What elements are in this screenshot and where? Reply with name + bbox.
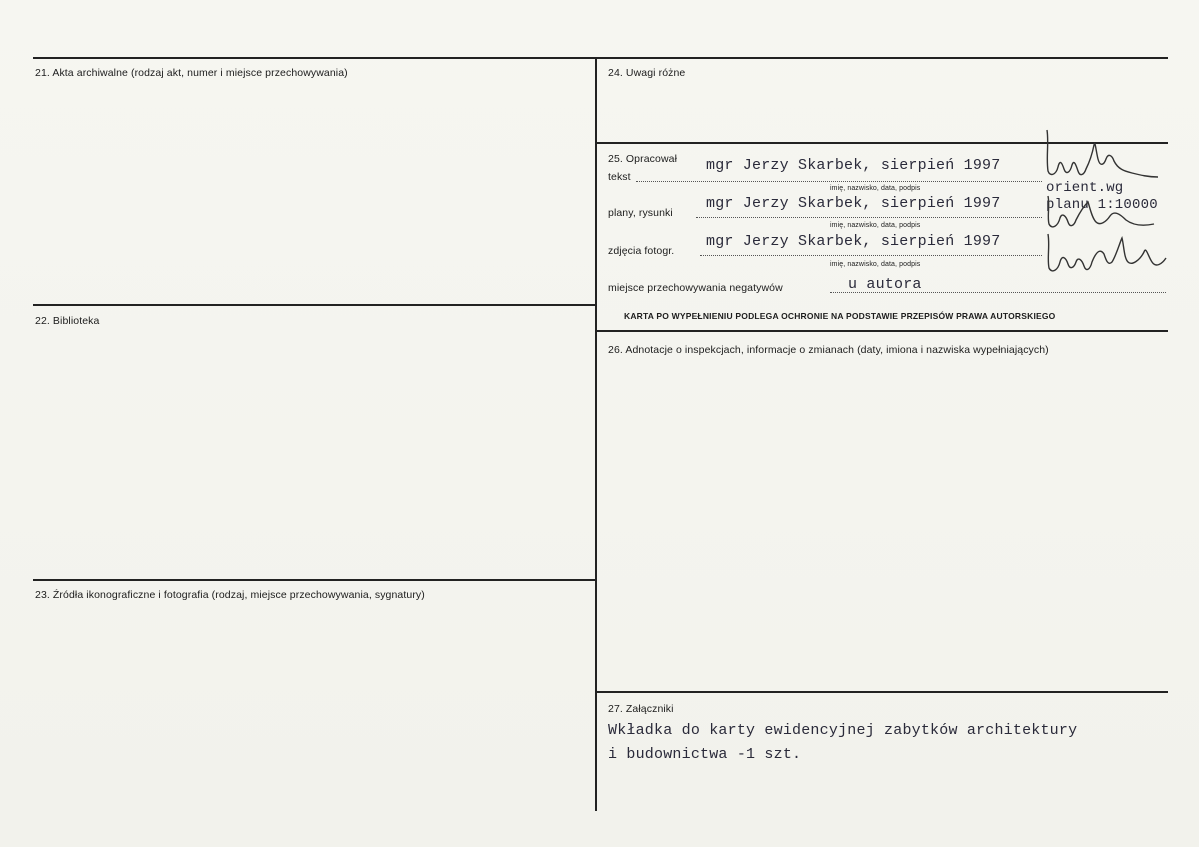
- side-note-line1: orient.wg: [1046, 180, 1124, 196]
- attachments-line2: i budownictwa -1 szt.: [608, 746, 802, 763]
- zdjecia-label: zdjęcia fotogr.: [608, 245, 675, 257]
- zdjecia-dotted-line: [700, 255, 1042, 256]
- section-26-label: 26. Adnotacje o inspekcjach, informacje o zmianach (daty, imiona i nazwiska wypełniających): [608, 344, 1049, 356]
- divider-21-22: [33, 304, 596, 306]
- center-divider: [595, 57, 597, 811]
- top-rule: [33, 57, 1168, 59]
- divider-25-26: [596, 330, 1168, 332]
- section-21-label: 21. Akta archiwalne (rodzaj akt, numer i miejsce przechowywania): [35, 67, 348, 79]
- divider-22-23: [33, 579, 596, 581]
- tekst-caption: imię, nazwisko, data, podpis: [830, 185, 921, 192]
- section-24-label: 24. Uwagi różne: [608, 67, 686, 79]
- attachments-line1: Wkładka do karty ewidencyjnej zabytków architektury: [608, 722, 1078, 739]
- tekst-dotted-line: [636, 181, 1042, 182]
- negatywy-label: miejsce przechowywania negatywów: [608, 282, 783, 294]
- copyright-notice: KARTA PO WYPEŁNIENIU PODLEGA OCHRONIE NA PODSTAWIE PRZEPISÓW PRAWA AUTORSKIEGO: [624, 311, 1056, 321]
- plany-dotted-line: [696, 217, 1042, 218]
- signature-zdjecia: [1040, 232, 1170, 276]
- plany-caption: imię, nazwisko, data, podpis: [830, 222, 921, 229]
- zdjecia-caption: imię, nazwisko, data, podpis: [830, 261, 921, 268]
- section-22-label: 22. Biblioteka: [35, 315, 100, 327]
- plany-label: plany, rysunki: [608, 207, 673, 219]
- section-23-label: 23. Źródła ikonograficzne i fotografia (rodzaj, miejsce przechowywania, sygnatury): [35, 589, 425, 601]
- side-note-line2: planu 1:10000: [1046, 197, 1158, 213]
- tekst-label: tekst: [608, 171, 631, 183]
- section-27-label: 27. Załączniki: [608, 703, 674, 715]
- section-25-label: 25. Opracował: [608, 153, 678, 165]
- zdjecia-value: mgr Jerzy Skarbek, sierpień 1997: [706, 233, 1001, 250]
- tekst-value: mgr Jerzy Skarbek, sierpień 1997: [706, 157, 1001, 174]
- signature-tekst: [1040, 125, 1165, 183]
- plany-value: mgr Jerzy Skarbek, sierpień 1997: [706, 195, 1001, 212]
- divider-26-27: [596, 691, 1168, 693]
- negatywy-value: u autora: [848, 276, 922, 293]
- signature-plany: [1040, 192, 1165, 232]
